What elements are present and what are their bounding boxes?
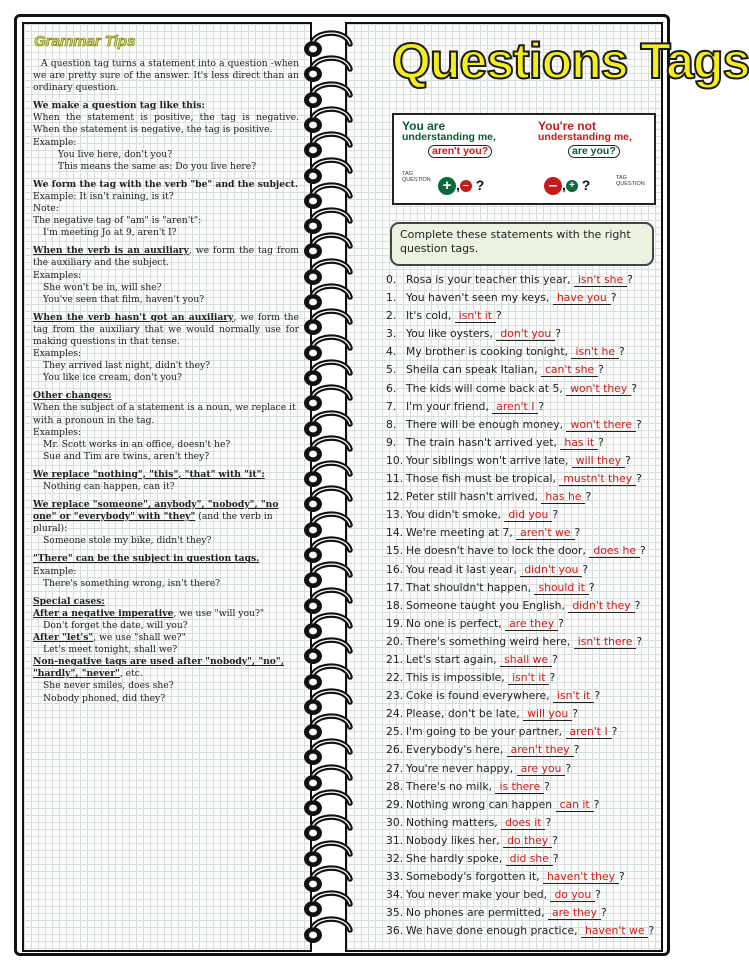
exercise-row: [386, 868, 660, 886]
example-label: Examples:: [33, 269, 82, 281]
exercise-number: 27.: [386, 761, 404, 775]
exercise-number: 12.: [386, 490, 404, 504]
example-sentence: Don't forget the date, will you?: [43, 619, 188, 631]
exercise-row: [386, 361, 660, 379]
exercise-row: [386, 760, 660, 778]
example-label: Example:: [33, 136, 77, 148]
example-sentence: Sue and Tim are twins, aren't they?: [43, 450, 210, 462]
subsection-heading: After "let's": [33, 632, 94, 644]
exercise-number: 22.: [386, 671, 404, 685]
section-someone: [33, 499, 299, 547]
exercise-number: 5.: [386, 363, 397, 377]
example-label: Example:: [33, 565, 77, 577]
exercise-statement: The train hasn't arrived yet,: [406, 435, 561, 449]
minus-circle-icon: –: [460, 180, 472, 192]
exercise-row: [386, 741, 660, 759]
exercise-number: 18.: [386, 598, 404, 612]
answer-blank[interactable]: will they: [572, 454, 625, 468]
exercise-number: 14.: [386, 526, 404, 540]
exercise-statement: Rosa is your teacher this year,: [406, 273, 574, 286]
question-mark: ?: [545, 815, 552, 829]
exercise-row: [386, 886, 660, 904]
question-mark: ?: [636, 634, 643, 648]
exercise-statement: You haven't seen my keys,: [406, 291, 553, 305]
example-sentence: She won't be in, will she?: [43, 281, 162, 293]
exercise-row: [386, 597, 660, 615]
exercise-statement: Nothing matters,: [406, 815, 502, 829]
answer-blank[interactable]: haven't we: [581, 924, 648, 938]
exercise-statement: My brother is cooking tonight,: [406, 345, 572, 359]
answer-blank[interactable]: is there: [495, 780, 544, 794]
question-mark: ?: [619, 870, 625, 884]
exercise-statement: There will be enough money,: [406, 417, 567, 431]
exercise-number: 31.: [386, 833, 404, 847]
exercise-statement: Coke is found everywhere,: [406, 689, 554, 703]
answer-blank[interactable]: isn't she: [574, 273, 627, 287]
question-mark: ?: [544, 779, 550, 793]
exercise-number: 4.: [386, 345, 397, 359]
example-label: Examples:: [33, 348, 82, 360]
tag-bubble: aren't you?: [428, 145, 492, 158]
exercise-row: [386, 452, 660, 470]
question-mark: ?: [631, 381, 637, 395]
question-mark: ?: [600, 906, 607, 920]
question-mark: ?: [636, 472, 642, 486]
exercise-row: [386, 488, 660, 506]
main-title: Questions Tags: [392, 33, 749, 89]
exercise-row: [386, 289, 660, 307]
exercise-number: 2.: [386, 309, 397, 323]
tag-bubble: are you?: [568, 145, 620, 158]
answer-blank[interactable]: did you: [504, 508, 552, 522]
answer-blank[interactable]: isn't it: [508, 671, 549, 685]
question-mark: ?: [573, 743, 580, 757]
section-heading: We form the tag with the verb "be" and the subject.: [33, 178, 299, 190]
answer-blank[interactable]: will you: [523, 707, 572, 721]
example-sentence: Nobody phoned, did they?: [43, 692, 166, 704]
positive-negative-sign: + , – ?: [438, 177, 484, 195]
exercise-row: [386, 561, 660, 579]
exercise-statement: The kids will come back at 5,: [406, 381, 567, 395]
exercise-number: 25.: [386, 725, 404, 739]
answer-blank[interactable]: do you: [550, 888, 595, 902]
subsection-heading: Non-negative tags are used after "nobody", "no", "hardly", "never": [33, 656, 284, 680]
section-text: , we use "will you?": [173, 607, 265, 619]
section-text: , we use "shall we?": [93, 632, 186, 644]
example-sentence: You like ice cream, don't you?: [43, 372, 182, 384]
question-mark: ?: [552, 852, 559, 865]
exercise-statement: He doesn't have to lock the door,: [406, 544, 590, 558]
exercise-number: 1.: [386, 291, 397, 305]
answer-blank[interactable]: do they: [503, 834, 552, 848]
question-mark: ?: [598, 435, 604, 449]
exercise-row: [386, 271, 660, 289]
exercise-row: [386, 705, 660, 723]
positive-example: [402, 121, 496, 158]
exercise-statement: Sheila can speak Italian,: [406, 363, 541, 377]
section-nothing: [33, 469, 299, 493]
section-text: When the statement is positive, the tag is negative. When the statement is negative, the tag is positive.: [33, 112, 299, 136]
question-mark: ?: [619, 345, 625, 359]
exercise-statement: We have done enough practice,: [406, 924, 582, 938]
answer-blank[interactable]: does he: [589, 544, 640, 558]
exercise-number: 23.: [386, 689, 404, 703]
grammar-tips-text: [33, 58, 299, 711]
exercise-number: 11.: [386, 472, 404, 486]
exercise-number: 21.: [386, 652, 404, 666]
exercise-statement: I'm going to be your partner,: [406, 725, 566, 739]
example-sentence: You live here, don't you?: [58, 148, 173, 160]
answer-blank[interactable]: aren't I: [566, 725, 612, 739]
question-mark: ?: [565, 761, 572, 775]
section-heading: When the verb is an auxiliary: [33, 245, 189, 257]
exercise-statement: Your siblings won't arrive late,: [406, 453, 572, 467]
exercise-statement: Peter still hasn't arrived,: [406, 490, 542, 504]
answer-blank[interactable]: can it: [556, 798, 594, 812]
question-mark: ?: [611, 725, 618, 739]
answer-blank[interactable]: mustn't they: [559, 472, 636, 486]
spiral-ring-icon: [300, 918, 356, 948]
question-mark: ?: [648, 924, 655, 938]
exercise-number: 35.: [386, 906, 404, 920]
section-other-changes: [33, 390, 299, 463]
answer-blank[interactable]: aren't we: [516, 526, 574, 540]
tag-question-label-left: TAG QUESTION: [402, 171, 431, 183]
exercise-number: 32.: [386, 852, 404, 865]
exercise-row: [386, 796, 660, 814]
tag-question-illustration: [392, 113, 656, 205]
exercise-number: 0.: [386, 273, 397, 286]
exercise-number: 9.: [386, 435, 397, 449]
exercise-row: [386, 398, 660, 416]
question-mark: ?: [552, 833, 558, 847]
section-heading: We replace "someone", anybody", "nobody", "no one" or "everybody" with "they": [33, 499, 279, 523]
grammar-tips-title: Grammar Tips: [34, 33, 136, 50]
section-be: [33, 179, 299, 239]
answer-blank[interactable]: haven't they: [543, 870, 619, 884]
question-mark: ?: [627, 273, 633, 286]
exercise-row: [386, 325, 660, 343]
section-text: When the subject of a statement is a noun, we replace it with a pronoun in the tag.: [33, 402, 296, 426]
exercise-statement: Let's start again,: [406, 652, 501, 666]
answer-blank[interactable]: won't they: [566, 382, 631, 396]
example-sentence: There's something wrong, isn't there?: [43, 577, 221, 589]
exercise-number: 30.: [386, 815, 404, 829]
example-line: You're not: [538, 119, 596, 133]
exercise-statement: You never make your bed,: [406, 888, 551, 902]
example-sentence: They arrived last night, didn't they?: [43, 360, 211, 372]
question-mark: ?: [549, 671, 556, 685]
exercise-number: 6.: [386, 381, 397, 395]
example-sentence: Let's meet tonight, shall we?: [43, 644, 178, 656]
exercise-row: [386, 470, 660, 488]
exercise-row: [386, 343, 660, 361]
exercise-row: [386, 723, 660, 741]
section-heading: "There" can be the subject in question tags.: [33, 553, 260, 565]
exercise-statement: Those fish must be tropical,: [406, 472, 560, 486]
question-mark: ?: [595, 888, 601, 902]
question-mark: ?: [585, 490, 592, 504]
exercise-row: [386, 687, 660, 705]
exercise-row: [386, 633, 660, 651]
question-mark: ?: [594, 689, 601, 703]
exercise-statement: Nothing wrong can happen: [406, 797, 556, 811]
section-auxiliary: [33, 245, 299, 305]
example-line: understanding me,: [538, 131, 632, 143]
section-heading: We make a question tag like this:: [33, 100, 205, 112]
negative-positive-sign: – , + ?: [544, 177, 590, 195]
answer-blank[interactable]: didn't they: [568, 599, 634, 613]
exercise-number: 28.: [386, 779, 404, 793]
answer-blank[interactable]: aren't they: [507, 743, 574, 757]
answer-blank[interactable]: isn't he: [571, 345, 619, 359]
exercise-row: [386, 904, 660, 922]
answer-blank[interactable]: aren't I: [492, 400, 538, 414]
exercise-number: 15.: [386, 544, 404, 558]
example-label: Examples:: [33, 426, 82, 438]
exercise-statement: Someone taught you English,: [406, 598, 569, 612]
example-sentence: Example: It isn't raining, is it?: [33, 190, 174, 202]
section-no-auxiliary: [33, 312, 299, 385]
exercise-number: 24.: [386, 707, 404, 721]
answer-blank[interactable]: have you: [553, 291, 611, 305]
section-heading: When the verb hasn't got an auxiliary: [33, 311, 234, 323]
exercise-statement: There's no milk,: [406, 779, 496, 793]
exercise-row: [386, 524, 660, 542]
exercise-row: [386, 615, 660, 633]
example-sentence: Nothing can happen, can it?: [43, 481, 175, 492]
exercise-row: [386, 832, 660, 850]
exercise-row: [386, 434, 660, 452]
section-special-cases: [33, 596, 299, 705]
exercise-statement: There's something weird here,: [406, 634, 574, 648]
exercise-number: 29.: [386, 797, 404, 811]
question-mark: ?: [496, 309, 502, 323]
note-label: Note:: [33, 203, 59, 215]
exercise-row: [386, 778, 660, 796]
exercise-list: [386, 271, 660, 940]
answer-blank[interactable]: does it: [501, 816, 545, 830]
answer-blank[interactable]: didn't you: [520, 563, 582, 577]
answer-blank[interactable]: should it: [534, 581, 588, 595]
answer-blank[interactable]: isn't there: [574, 635, 637, 649]
question-mark: ?: [538, 399, 545, 413]
question-mark: ?: [593, 797, 600, 811]
exercise-row: [386, 669, 660, 687]
exercise-number: 13.: [386, 508, 404, 522]
section-heading: Other changes:: [33, 390, 112, 402]
section-form: [33, 100, 299, 173]
answer-blank[interactable]: isn't it: [553, 689, 594, 703]
example-sentence: She never smiles, does she?: [43, 680, 174, 692]
question-mark: ?: [588, 580, 595, 594]
exercise-row: [386, 850, 660, 868]
question-mark: ?: [625, 453, 631, 467]
exercise-instruction: Complete these statements with the right question tags.: [390, 222, 654, 266]
question-mark: ?: [610, 291, 617, 305]
question-mark: ?: [475, 177, 485, 193]
plus-circle-icon: +: [438, 177, 456, 195]
exercise-statement: You didn't smoke,: [406, 508, 505, 522]
answer-blank[interactable]: has it: [560, 436, 598, 450]
example-sentence: You've seen that film, haven't you?: [43, 293, 205, 305]
question-mark: ?: [555, 327, 561, 341]
exercise-row: [386, 651, 660, 669]
exercise-row: [386, 380, 660, 398]
example-line: You are: [402, 119, 446, 133]
intro-paragraph: A question tag turns a statement into a question -when we are pretty sure of the answer. It's less direct than an ordinary question.: [33, 58, 299, 94]
section-text: , we form the tag from the auxiliary that we would normally use for making questions in that tense.: [33, 311, 299, 347]
exercise-statement: That shouldn't happen,: [406, 580, 535, 594]
question-mark: ?: [635, 417, 642, 431]
exercise-statement: She hardly spoke,: [406, 852, 506, 865]
exercise-statement: You read it last year,: [406, 562, 521, 576]
answer-blank[interactable]: did she: [506, 852, 553, 866]
answer-blank[interactable]: don't you: [496, 327, 555, 341]
answer-blank[interactable]: has he: [541, 490, 585, 504]
exercise-row: [386, 814, 660, 832]
exercise-statement: Nobody likes her,: [406, 833, 504, 847]
exercise-statement: Please, don't be late,: [406, 707, 524, 721]
exercise-row: [386, 307, 660, 325]
negative-example: [538, 121, 632, 158]
answer-blank[interactable]: are they: [505, 617, 558, 631]
exercise-number: 8.: [386, 417, 397, 431]
question-mark: ?: [640, 544, 646, 558]
exercise-number: 20.: [386, 634, 404, 648]
exercise-number: 17.: [386, 580, 404, 594]
example-sentence: Someone stole my bike, didn't they?: [43, 535, 212, 547]
answer-blank[interactable]: won't there: [566, 418, 635, 432]
exercise-number: 16.: [386, 562, 404, 576]
answer-blank[interactable]: shall we: [500, 653, 552, 667]
question-mark: ?: [558, 616, 564, 630]
exercise-number: 26.: [386, 743, 404, 757]
exercise-statement: This is impossible,: [406, 671, 509, 685]
example-line: understanding me,: [402, 131, 496, 143]
exercise-number: 34.: [386, 888, 404, 902]
answer-blank[interactable]: are they: [548, 906, 601, 920]
answer-blank[interactable]: isn't it: [455, 309, 496, 323]
question-mark: ?: [552, 652, 558, 666]
question-mark: ?: [582, 562, 589, 576]
section-there: [33, 553, 299, 589]
example-sentence: I'm meeting Jo at 9, aren't I?: [43, 227, 177, 239]
exercise-statement: No phones are permitted,: [406, 906, 548, 920]
question-mark: ?: [634, 598, 641, 612]
example-sentence: This means the same as: Do you live here?: [58, 160, 257, 172]
section-text: , etc.: [119, 668, 143, 680]
exercise-statement: Somebody's forgotten it,: [406, 870, 543, 884]
answer-blank[interactable]: can't she: [541, 363, 598, 377]
exercise-number: 36.: [386, 924, 404, 938]
exercise-statement: We're meeting at 7,: [406, 526, 517, 540]
section-heading: Special cases:: [33, 595, 105, 607]
question-mark: ?: [572, 707, 578, 721]
exercise-number: 7.: [386, 399, 397, 413]
minus-circle-icon: –: [544, 177, 562, 195]
question-mark: ?: [574, 526, 581, 540]
exercise-row: [386, 579, 660, 597]
exercise-statement: You're never happy,: [406, 761, 517, 775]
tag-question-label-right: TAG QUESTION: [616, 175, 645, 187]
answer-blank[interactable]: are you: [517, 762, 566, 776]
note-text: The negative tag of "am" is "aren't":: [33, 215, 202, 227]
notebook-spiral-binding: [300, 22, 360, 942]
question-mark: ?: [581, 177, 591, 193]
section-text: (and the verb in plural):: [33, 511, 273, 535]
subsection-heading: After a negative imperative: [33, 607, 174, 619]
section-text: , we form the tag from the auxiliary and the subject.: [33, 245, 299, 269]
exercise-statement: No one is perfect,: [406, 616, 506, 630]
exercise-statement: I'm your friend,: [406, 399, 493, 413]
example-sentence: Mr. Scott works in an office, doesn't he?: [43, 438, 231, 450]
exercise-row: [386, 416, 660, 434]
exercise-statement: You like oysters,: [406, 327, 497, 341]
exercise-number: 19.: [386, 616, 404, 630]
exercise-statement: Everybody's here,: [406, 743, 507, 757]
section-heading: We replace "nothing", "this", "that" with "it":: [33, 468, 265, 480]
exercise-row: [386, 922, 660, 940]
plus-circle-icon: +: [566, 180, 578, 192]
exercise-number: 33.: [386, 870, 404, 884]
question-mark: ?: [552, 508, 559, 522]
exercise-number: 10.: [386, 453, 404, 467]
exercise-number: 3.: [386, 327, 397, 341]
exercise-row: [386, 506, 660, 524]
exercise-statement: It's cold,: [406, 309, 455, 323]
exercise-row: [386, 542, 660, 560]
question-mark: ?: [598, 363, 604, 377]
